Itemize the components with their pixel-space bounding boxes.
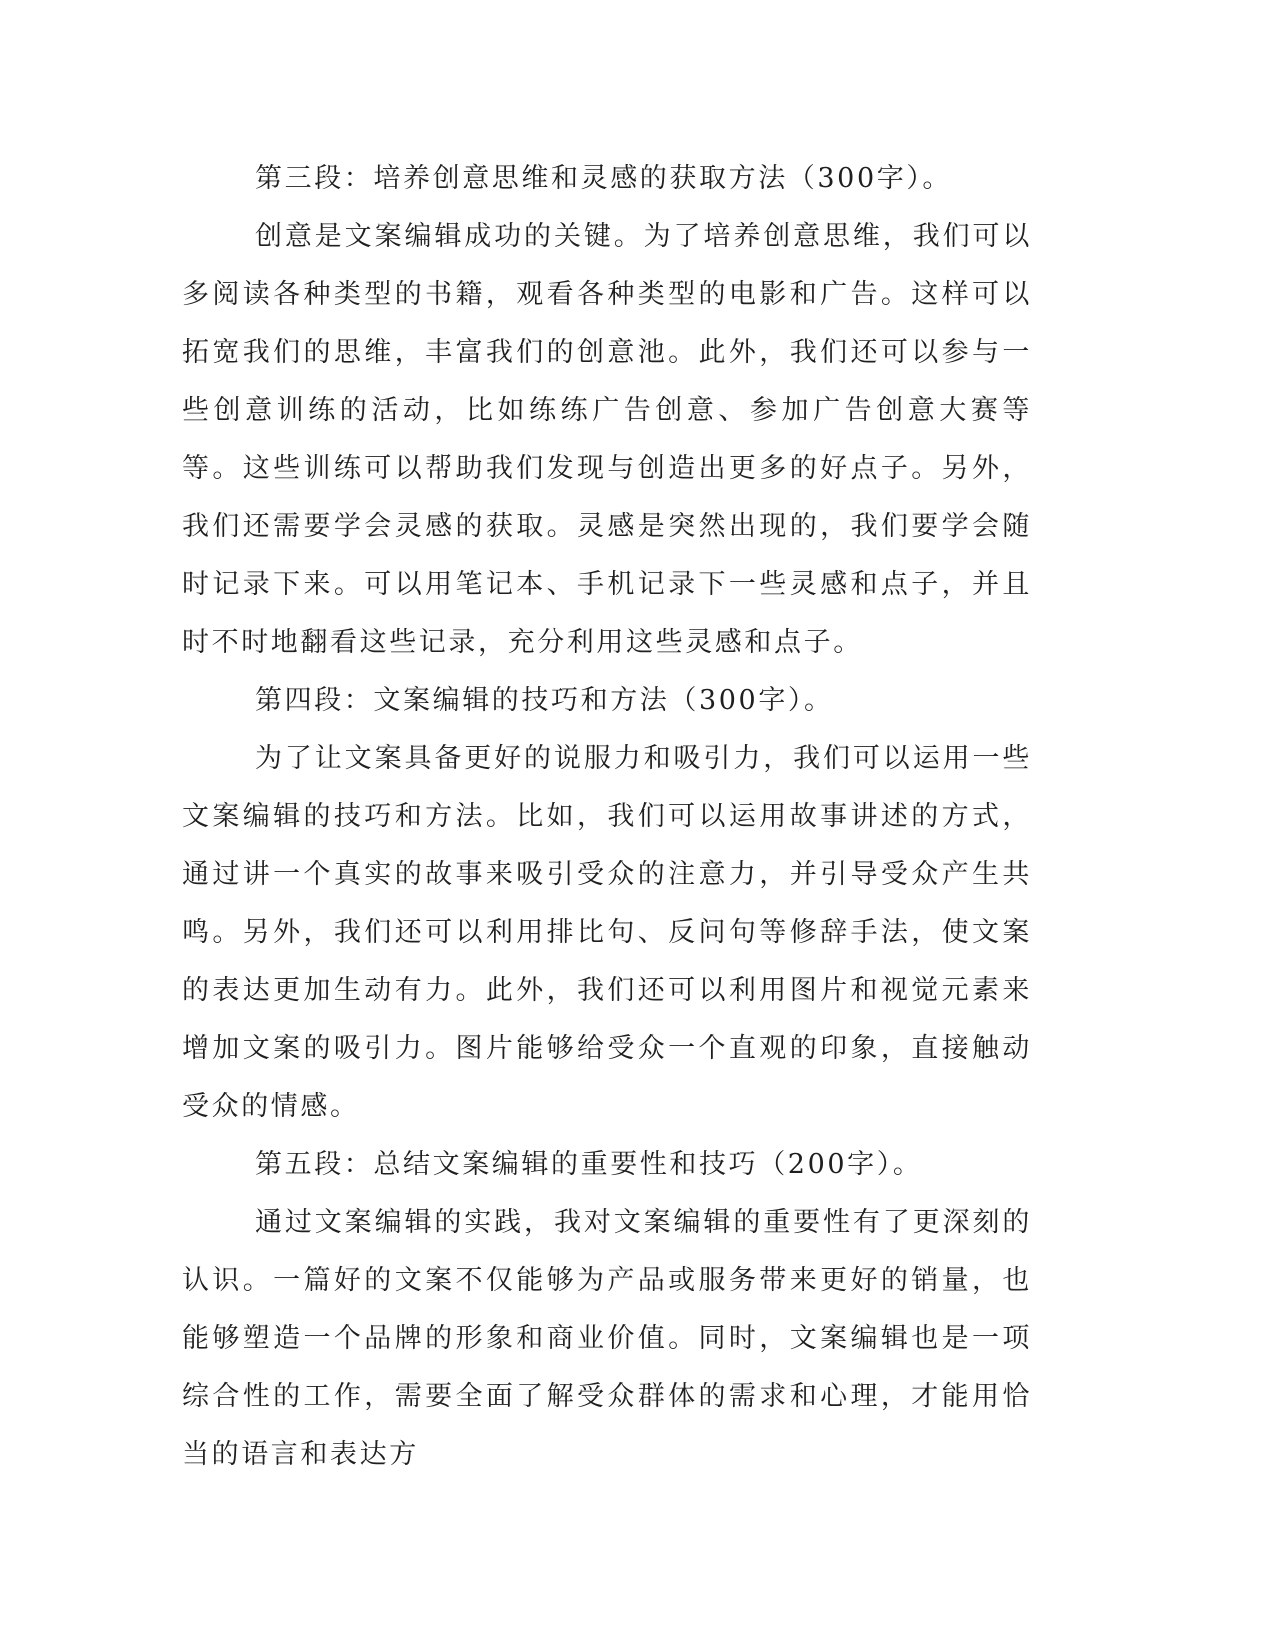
paragraph-creativity: 创意是文案编辑成功的关键。为了培养创意思维，我们可以多阅读各种类型的书籍，观看各种类型的电影和广告。这样可以拓宽我们的思维，丰富我们的创意池。此外，我们还可以参与一些创意训练的活动，比如练练广告创意、参加广告创意大赛等等。这些训练可以帮助我们发现与创造出更多的好点子。另外，我们还需要学会灵感的获取。灵感是突然出现的，我们要学会随时记录下来。可以用笔记本、手机记录下一些灵感和点子，并且时不时地翻看这些记录，充分利用这些灵感和点子。 [182, 221, 1032, 658]
section-heading-3: 第三段：培养创意思维和灵感的获取方法（300字）。 [255, 163, 953, 194]
section-heading-4: 第四段：文案编辑的技巧和方法（300字）。 [255, 685, 834, 716]
section-heading-5: 第五段：总结文案编辑的重要性和技巧（200字）。 [255, 1149, 923, 1180]
paragraph-summary: 通过文案编辑的实践，我对文案编辑的重要性有了更深刻的认识。一篇好的文案不仅能够为产品或服务带来更好的销量，也能够塑造一个品牌的形象和商业价值。同时，文案编辑也是一项综合性的工作，需要全面了解受众群体的需求和心理，才能用恰当的语言和表达方 [182, 1207, 1032, 1470]
paragraph-techniques: 为了让文案具备更好的说服力和吸引力，我们可以运用一些文案编辑的技巧和方法。比如，我们可以运用故事讲述的方式，通过讲一个真实的故事来吸引受众的注意力，并引导受众产生共鸣。另外，我们还可以利用排比句、反问句等修辞手法，使文案的表达更加生动有力。此外，我们还可以利用图片和视觉元素来增加文案的吸引力。图片能够给受众一个直观的印象，直接触动受众的情感。 [182, 743, 1032, 1122]
document-body [182, 150, 1032, 1484]
